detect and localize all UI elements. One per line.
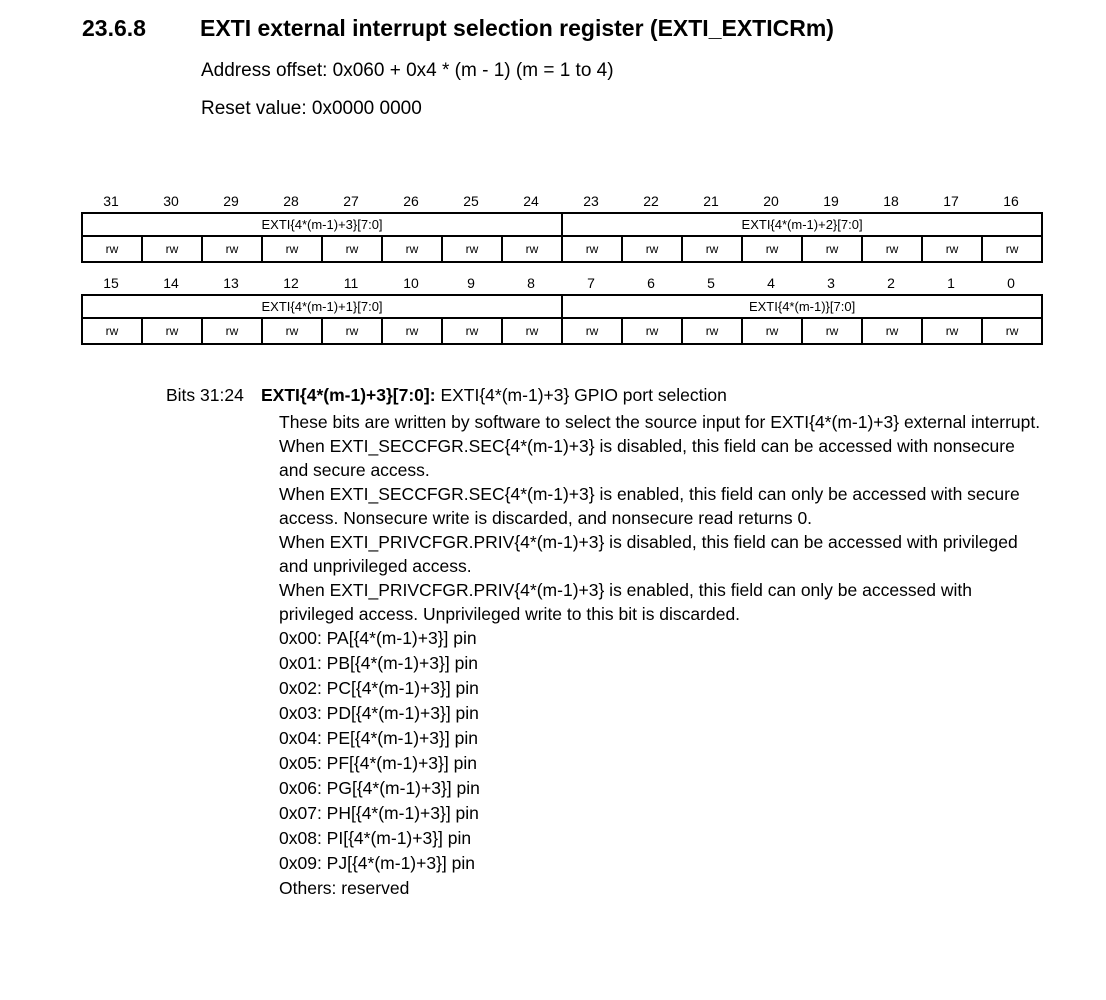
access-cell: rw (322, 236, 382, 262)
bit-number: 29 (223, 193, 239, 209)
bit-number: 9 (467, 275, 475, 291)
bit-number: 17 (943, 193, 959, 209)
access-cell: rw (622, 318, 682, 344)
bit-number: 10 (403, 275, 419, 291)
bit-number: 12 (283, 275, 299, 291)
description-body (279, 410, 1046, 901)
access-cell: rw (442, 236, 502, 262)
bit-number: 4 (767, 275, 775, 291)
access-cell: rw (802, 318, 862, 344)
section-number: 23.6.8 (82, 15, 146, 41)
field-name-cell: EXTI{4*(m-1)+3}[7:0] (82, 213, 562, 236)
description-paragraph: When EXTI_SECCFGR.SEC{4*(m-1)+3} is disabled, this field can be accessed with nonsecure and secure access. (279, 436, 1015, 480)
bit-number: 24 (523, 193, 539, 209)
access-cell: rw (382, 236, 442, 262)
access-cell: rw (682, 318, 742, 344)
bit-number: 25 (463, 193, 479, 209)
bit-number-row (81, 190, 1043, 212)
field-name-cell: EXTI{4*(m-1)}[7:0] (562, 295, 1042, 318)
bit-number: 6 (647, 275, 655, 291)
bit-number: 14 (163, 275, 179, 291)
value-option: 0x09: PJ[{4*(m-1)+3}] pin (279, 853, 476, 873)
bit-number: 28 (283, 193, 299, 209)
access-cell: rw (742, 236, 802, 262)
reset-value: Reset value: 0x0000 0000 (201, 98, 422, 119)
bit-number: 3 (827, 275, 835, 291)
access-cell: rw (622, 236, 682, 262)
bit-number: 23 (583, 193, 599, 209)
access-cell: rw (862, 318, 922, 344)
value-option: 0x05: PF[{4*(m-1)+3}] pin (279, 753, 477, 773)
bit-number: 20 (763, 193, 779, 209)
bitfield-description (166, 383, 1046, 901)
value-option: 0x07: PH[{4*(m-1)+3}] pin (279, 803, 479, 823)
value-option: 0x01: PB[{4*(m-1)+3}] pin (279, 653, 478, 673)
bit-number: 7 (587, 275, 595, 291)
access-cell: rw (982, 236, 1042, 262)
bit-number: 15 (103, 275, 119, 291)
value-option: 0x08: PI[{4*(m-1)+3}] pin (279, 828, 472, 848)
access-cell: rw (922, 318, 982, 344)
access-cell: rw (142, 236, 202, 262)
field-name-row (82, 213, 1042, 236)
access-cell: rw (262, 236, 322, 262)
access-cell: rw (82, 318, 142, 344)
access-cell: rw (82, 236, 142, 262)
description-paragraph: These bits are written by software to select the source input for EXTI{4*(m-1)+3} external interrupt. (279, 412, 1041, 432)
access-cell: rw (382, 318, 442, 344)
value-option: 0x06: PG[{4*(m-1)+3}] pin (279, 778, 480, 798)
description-header (166, 383, 1046, 407)
bit-number: 21 (703, 193, 719, 209)
access-cell: rw (202, 236, 262, 262)
bit-number: 13 (223, 275, 239, 291)
access-cell: rw (742, 318, 802, 344)
bit-number-row (81, 272, 1043, 294)
bit-number: 11 (343, 275, 359, 291)
bit-number: 0 (1007, 275, 1015, 291)
access-cell: rw (562, 236, 622, 262)
register-table-upper (81, 212, 1043, 263)
access-cell: rw (142, 318, 202, 344)
access-cell: rw (862, 236, 922, 262)
bit-number: 2 (887, 275, 895, 291)
address-offset: Address offset: 0x060 + 0x4 * (m - 1) (m = 1 to 4) (201, 60, 614, 81)
bit-range: Bits 31:24 (166, 385, 244, 405)
description-paragraph: When EXTI_PRIVCFGR.PRIV{4*(m-1)+3} is disabled, this field can be accessed with privileged and unprivileged access. (279, 532, 1018, 576)
bit-number: 26 (403, 193, 419, 209)
register-lower-half (81, 272, 1043, 345)
register-upper-half (81, 190, 1043, 263)
field-name-cell: EXTI{4*(m-1)+2}[7:0] (562, 213, 1042, 236)
value-option: 0x04: PE[{4*(m-1)+3}] pin (279, 728, 478, 748)
bit-number: 31 (103, 193, 119, 209)
bit-number: 1 (947, 275, 955, 291)
field-summary: EXTI{4*(m-1)+3} GPIO port selection (435, 385, 727, 405)
section-title: EXTI external interrupt selection register (EXTI_EXTICRm) (200, 15, 834, 41)
bit-number: 5 (707, 275, 715, 291)
access-cell: rw (442, 318, 502, 344)
field-name-cell: EXTI{4*(m-1)+1}[7:0] (82, 295, 562, 318)
value-option: 0x02: PC[{4*(m-1)+3}] pin (279, 678, 479, 698)
access-row (82, 318, 1042, 344)
description-paragraph: When EXTI_SECCFGR.SEC{4*(m-1)+3} is enabled, this field can only be accessed with secure access. Nonsecure write is discarded, and nonsecure read returns 0. (279, 484, 1020, 528)
access-cell: rw (502, 318, 562, 344)
access-cell: rw (562, 318, 622, 344)
access-row (82, 236, 1042, 262)
value-option: Others: reserved (279, 878, 410, 898)
access-cell: rw (802, 236, 862, 262)
value-option: 0x03: PD[{4*(m-1)+3}] pin (279, 703, 479, 723)
bit-number: 27 (343, 193, 359, 209)
bit-number: 30 (163, 193, 179, 209)
value-option: 0x00: PA[{4*(m-1)+3}] pin (279, 628, 477, 648)
register-table-lower (81, 294, 1043, 345)
bit-number: 8 (527, 275, 535, 291)
description-paragraph: When EXTI_PRIVCFGR.PRIV{4*(m-1)+3} is enabled, this field can only be accessed with privileged access. Unprivileged write to this bit is discarded. (279, 580, 973, 624)
access-cell: rw (682, 236, 742, 262)
bit-number: 19 (823, 193, 839, 209)
bit-number: 16 (1003, 193, 1019, 209)
access-cell: rw (502, 236, 562, 262)
field-name-row (82, 295, 1042, 318)
bit-number: 22 (643, 193, 659, 209)
access-cell: rw (922, 236, 982, 262)
access-cell: rw (982, 318, 1042, 344)
bit-number: 18 (883, 193, 899, 209)
access-cell: rw (262, 318, 322, 344)
access-cell: rw (322, 318, 382, 344)
field-name: EXTI{4*(m-1)+3}[7:0]: (261, 385, 436, 405)
access-cell: rw (202, 318, 262, 344)
